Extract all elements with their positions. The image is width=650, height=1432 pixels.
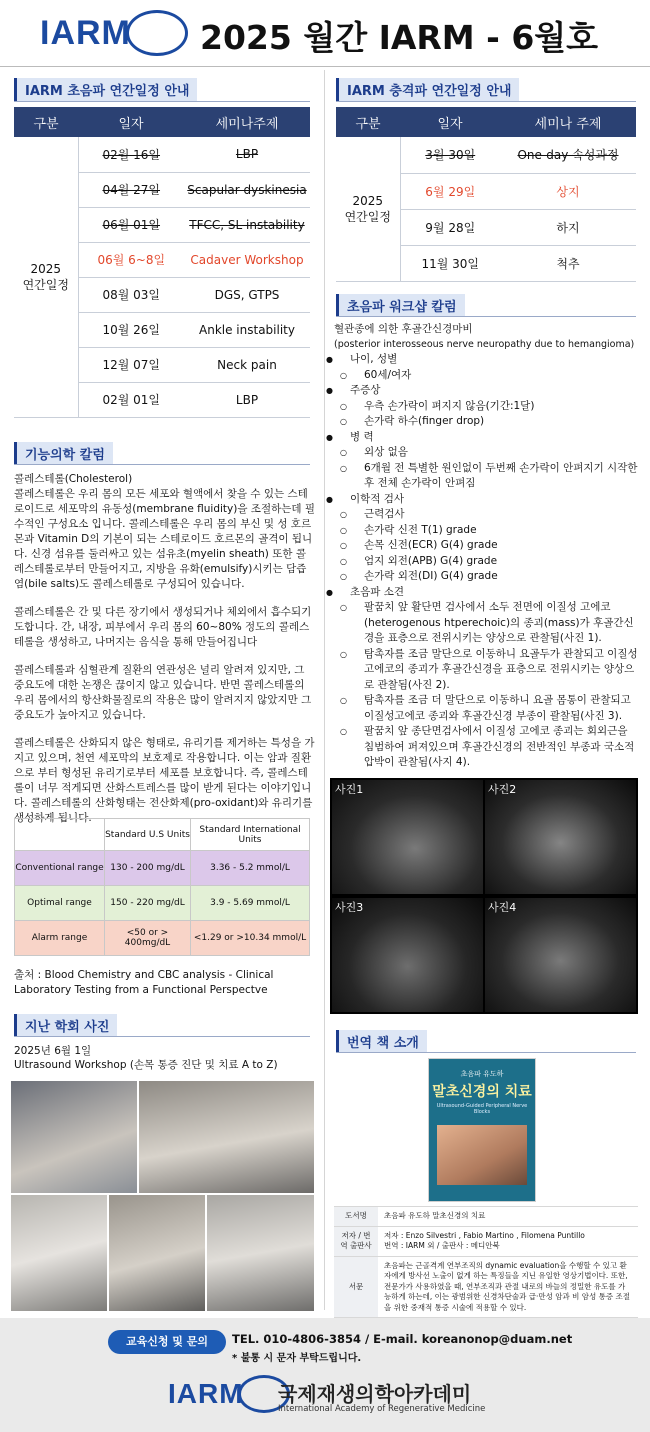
book-heading-wrap bbox=[336, 1030, 427, 1053]
iarm-logo: IARM bbox=[40, 14, 200, 54]
workshop-photo bbox=[108, 1194, 206, 1312]
schedule-date: 02월 01일 bbox=[78, 382, 184, 417]
table-cell: 3.36 - 5.2 mmol/L bbox=[191, 851, 310, 886]
schedule-topic: LBP bbox=[184, 382, 310, 417]
table-row bbox=[15, 886, 310, 921]
header bbox=[0, 0, 650, 66]
list-item: ○ 팔꿈치 앞 종단면검사에서 이질성 고에코 종괴는 회외근을 침범하여 퍼져있으며 후골간신경의 전반적인 부종과 국소적 압박이 관찰됨(사지 4). bbox=[340, 725, 635, 768]
case-title: 혈관종에 의한 후골간신경마비 bbox=[334, 323, 473, 335]
book-info-key: 서문 bbox=[334, 1256, 378, 1318]
case-findings-list bbox=[326, 352, 638, 771]
schedule-date: 10월 26일 bbox=[78, 312, 184, 347]
past-photos-heading: 지난 학회 사진 bbox=[14, 1014, 117, 1037]
schedule-topic: Scapular dyskinesia bbox=[184, 172, 310, 207]
book-heading: 번역 책 소개 bbox=[336, 1030, 427, 1053]
table-cell: <1.29 or >10.34 mmol/L bbox=[191, 921, 310, 956]
bullet-icon: ○ bbox=[340, 727, 347, 736]
ultrasound-images bbox=[330, 778, 638, 1014]
us-column-heading-wrap bbox=[336, 294, 465, 317]
group-label: 2025 연간일정 bbox=[336, 137, 400, 281]
schedule-topic: 척추 bbox=[500, 245, 636, 281]
list-item: ○ 손가락 하수(finger drop) bbox=[346, 414, 638, 430]
photo-label: 사진3 bbox=[335, 901, 364, 914]
list-item: ○ 손가락 외전(DI) G(4) grade bbox=[346, 569, 638, 585]
list-item: ○ 손가락 신전 T(1) grade bbox=[346, 523, 638, 539]
heading-rule bbox=[14, 101, 310, 102]
col-header: 일자 bbox=[400, 107, 500, 137]
ultrasound-schedule-heading: IARM 초음파 연간일정 안내 bbox=[14, 78, 197, 101]
book-info-value: 저자 : Enzo Silvestri , Fabio Martino , Filomena Puntillo 번역 : IARM 외 / 출판사 : 메디안북 bbox=[378, 1226, 638, 1256]
org-name-en: International Academy of Regenerative Medicine bbox=[278, 1404, 486, 1414]
workshop-photo bbox=[10, 1194, 108, 1312]
schedule-date: 6월 29일 bbox=[400, 173, 500, 209]
bullet-icon: ○ bbox=[340, 572, 347, 581]
schedule-topic: TFCC, SL instability bbox=[184, 207, 310, 242]
contact-info: TEL. 010-4806-3854 / E-mail. koreanonop@duam.net bbox=[232, 1332, 573, 1346]
list-item: ○ 외상 없음 bbox=[346, 445, 638, 461]
schedule-date: 12월 07일 bbox=[78, 347, 184, 382]
heading-rule bbox=[336, 316, 636, 317]
col-header: 일자 bbox=[78, 107, 184, 137]
bullet-icon: ● bbox=[326, 432, 333, 442]
table-cell: <50 or > 400mg/dL bbox=[105, 921, 191, 956]
bullet-icon: ○ bbox=[340, 417, 347, 426]
divider bbox=[0, 66, 650, 67]
list-item: ○ 팔꿈치 앞 활단면 검사에서 소두 전면에 이질성 고에코(heterogenous htperechoic)의 종괴(mass)가 후골간신경을 표층으로 전위시키는 양상으로 관찰됨(사진 1). bbox=[340, 601, 634, 644]
schedule-topic: Ankle instability bbox=[184, 312, 310, 347]
book-info-value: 초음파는 근골격계 연부조직의 dynamic evaluation을 수행할 수 있고 환자에게 방사선 노출이 없게 하는 특징들을 지닌 유일한 영상기법이다. 또한, 전문가가 사용하였을 때, 연부조직과 관절 내로의 바늘의 정밀한 유도를 가능하게 하는데, 이는 광범위한 신경차단술과 급·만성 암과 비 암성 통증 조절을 위한 중재적 통증 시술에 적용할 수 있다. bbox=[378, 1256, 638, 1318]
col-header: Standard International Units bbox=[191, 819, 310, 851]
bullet-icon: ● bbox=[326, 355, 333, 364]
col-header: Standard U.S Units bbox=[105, 819, 191, 851]
photo-label: 사진2 bbox=[488, 783, 517, 796]
table-cell: 150 - 220 mg/dL bbox=[105, 886, 191, 921]
ultrasound-photo-2 bbox=[485, 780, 636, 894]
bullet-icon: ○ bbox=[340, 401, 347, 411]
bullet-icon: ○ bbox=[340, 510, 347, 519]
list-item: ○ 엄지 외전(APB) G(4) grade bbox=[346, 554, 638, 570]
article-title: 콜레스테롤(Cholesterol) bbox=[14, 473, 133, 485]
workshop-photo-collage bbox=[10, 1080, 315, 1312]
table-row bbox=[336, 137, 636, 173]
bullet-icon: ● bbox=[326, 386, 333, 395]
workshop-photo bbox=[10, 1080, 138, 1194]
table-row bbox=[334, 1226, 638, 1256]
photo-date: 2025년 6월 1일 bbox=[14, 1045, 92, 1057]
case-subtitle: (posterior interosseous nerve neuropathy due to hemangioma) bbox=[334, 339, 635, 350]
table-cell: Alarm range bbox=[15, 921, 105, 956]
bullet-icon: ○ bbox=[340, 525, 347, 535]
heading-rule bbox=[14, 464, 310, 465]
footer bbox=[0, 1318, 650, 1432]
bullet-icon: ● bbox=[326, 587, 333, 597]
col-header: 구분 bbox=[14, 107, 78, 137]
list-item: ○ 6개월 전 특별한 원인없이 두번째 손가락이 안펴지기 시작한 후 전체 손가락이 안펴짐 bbox=[340, 461, 638, 489]
schedule-topic: Cadaver Workshop bbox=[184, 242, 310, 277]
schedule-date: 08월 03일 bbox=[78, 277, 184, 312]
book-info-key: 저자 / 번역 출판사 bbox=[334, 1226, 378, 1256]
list-item: ○ 손목 신전(ECR) G(4) grade bbox=[346, 538, 638, 554]
bullet-icon: ○ bbox=[340, 603, 347, 612]
schedule-topic: 상지 bbox=[500, 173, 636, 209]
photo-label: 사진4 bbox=[488, 901, 517, 914]
table-cell: 130 - 200 mg/dL bbox=[105, 851, 191, 886]
bullet-icon: ○ bbox=[340, 696, 347, 705]
list-item: ● 나이, 성별 bbox=[346, 352, 638, 368]
list-item: ○ 탐촉자를 조금 더 말단으로 이동하니 요골 몸통이 관찰되고 이질성고에코 종괴와 후골간신경 부종이 괄찰됨(사진 3). bbox=[340, 694, 631, 722]
table-row bbox=[14, 137, 310, 172]
group-label: 2025 연간일정 bbox=[14, 137, 78, 417]
bullet-icon: ○ bbox=[340, 370, 347, 380]
list-item: ● 이학적 검사 bbox=[346, 492, 638, 508]
heading-rule bbox=[336, 1052, 636, 1053]
page-title: 2025 월간 IARM - 6월호 bbox=[200, 18, 599, 57]
book-cover-title: 말초신경의 치료 bbox=[432, 1084, 532, 1100]
book-cover bbox=[428, 1058, 536, 1202]
schedule-date: 06월 6~8일 bbox=[78, 242, 184, 277]
bullet-icon: ○ bbox=[340, 463, 347, 473]
book-cover-subtitle: 초음파 유도하 bbox=[460, 1070, 504, 1078]
schedule-topic: LBP bbox=[184, 137, 310, 172]
table-cell: Optimal range bbox=[15, 886, 105, 921]
footer-logo: IARM bbox=[168, 1378, 244, 1410]
col-header bbox=[15, 819, 105, 851]
schedule-topic: 하지 bbox=[500, 209, 636, 245]
workshop-photo bbox=[206, 1194, 315, 1312]
book-info-table bbox=[334, 1206, 638, 1318]
workshop-photo bbox=[138, 1080, 315, 1194]
org-name-kr: 국제재생의학아카데미 bbox=[278, 1382, 472, 1406]
bullet-icon: ○ bbox=[340, 649, 347, 659]
shockwave-heading-wrap bbox=[336, 78, 519, 101]
source-note: 출처 : Blood Chemistry and CBC analysis - Clinical Laboratory Testing from a Functional Perspectve bbox=[14, 969, 274, 996]
list-item: ○ 우측 손가락이 펴지지 않음(기간:1달) bbox=[346, 399, 638, 415]
book-info-value: 초음파 유도하 말초신경의 치료 bbox=[378, 1207, 638, 1227]
schedule-date: 11월 30일 bbox=[400, 245, 500, 281]
table-row bbox=[334, 1207, 638, 1227]
schedule-date: 3월 30일 bbox=[400, 137, 500, 173]
cholesterol-table bbox=[14, 818, 310, 956]
col-header: 세미나주제 bbox=[184, 107, 310, 137]
table-row bbox=[15, 851, 310, 886]
table-cell: 3.9 - 5.69 mmol/L bbox=[191, 886, 310, 921]
col-header: 세미나 주제 bbox=[500, 107, 636, 137]
article-paragraph: 콜레스테롤은 우리 몸의 모든 세포와 혈액에서 찾을 수 있는 스테로이드로 세포막의 유동성(membrane fluidity)을 조절하는데 필수적인 구성요소 입니다. 콜레스테롤은 우리 몸의 부신 및 성 호르몬과 Vitamin D의 기본이 되는 스테로이드 호르몬의 골격이 됩니다. 신경 섬유를 둘러싸고 있는 섬유초(myelin sheath) 또한 콜레스테롤로부터 만들어지고, 지방을 유화(emulsify)시키는 담즙염(bile salts)도 콜레스테롤로 구성되어 있습니다. bbox=[14, 488, 316, 590]
article-paragraph: 콜레스테롤과 심혈관계 질환의 연관성은 널리 알려져 있지만, 그 중요도에 대한 논쟁은 끊이지 않고 있습니다. 반면 콜레스테롤의 우리 몸에서의 항산화물질로의 작용은 많이 알려지지 않았지만 그 중요도가 높아지고 있습니다. bbox=[14, 664, 312, 721]
contact-note: * 불통 시 문자 부탁드립니다. bbox=[232, 1353, 362, 1364]
schedule-topic: One-day 속성과정 bbox=[500, 137, 636, 173]
functional-heading-wrap bbox=[14, 442, 113, 465]
list-item: ○ 근력검사 bbox=[346, 507, 638, 523]
list-item: ● 초음파 소견 bbox=[346, 585, 638, 601]
heading-rule bbox=[336, 101, 636, 102]
table-row bbox=[334, 1256, 638, 1318]
bullet-icon: ○ bbox=[340, 541, 347, 550]
article-paragraph: 콜레스테롤은 산화되지 않은 형태로, 유리기를 제거하는 특성을 가지고 있으며, 천연 세포막의 보호제로 작용합니다. 이는 암과 질환으로 부터 형성된 유리기로부터 세포를 보호합니다. 즉, 콜레스테롤이 너무 적게되면 산화스트레스를 많이 받게 된다는 이야기입니다. 콜레스테롤의 산화형태는 전산화제(pro-oxidant)와 유리기를 생성하게 됩니다. bbox=[14, 737, 315, 824]
book-cover-image bbox=[437, 1125, 527, 1185]
schedule-date: 04월 27일 bbox=[78, 172, 184, 207]
table-row bbox=[15, 921, 310, 956]
heading-rule bbox=[14, 1036, 310, 1037]
table-cell: Conventional range bbox=[15, 851, 105, 886]
schedule-date: 06월 01일 bbox=[78, 207, 184, 242]
bullet-icon: ○ bbox=[340, 556, 347, 566]
photo-caption: Ultrasound Workshop (손목 통증 진단 및 치료 A to Z) bbox=[14, 1059, 278, 1071]
column-divider bbox=[324, 70, 325, 1310]
functional-article bbox=[14, 472, 316, 826]
ultrasound-photo-1 bbox=[332, 780, 483, 894]
logo-ring bbox=[126, 10, 188, 56]
functional-heading: 기능의학 칼럼 bbox=[14, 442, 113, 465]
schedule-date: 9월 28일 bbox=[400, 209, 500, 245]
book-info-key: 도서명 bbox=[334, 1207, 378, 1227]
bullet-icon: ○ bbox=[340, 448, 347, 457]
shockwave-heading: IARM 충격파 연간일정 안내 bbox=[336, 78, 519, 101]
list-item: ○ 60세/여자 bbox=[346, 368, 638, 384]
inquiry-badge: 교육신청 및 문의 bbox=[108, 1330, 226, 1354]
col-header: 구분 bbox=[336, 107, 400, 137]
us-column-heading: 초음파 워크샵 칼럼 bbox=[336, 294, 465, 317]
bullet-icon: ● bbox=[326, 494, 333, 504]
schedule-topic: Neck pain bbox=[184, 347, 310, 382]
ultrasound-photo-4 bbox=[485, 898, 636, 1012]
list-item: ○ 탐촉자를 조금 말단으로 이동하니 요골두가 관찰되고 이질성고에코의 종괴가 후골간신경을 표층으로 전위시키는 양상으로 관찰됨(사진 2). bbox=[340, 647, 638, 691]
article-paragraph: 콜레스테롤은 간 및 다른 장기에서 생성되거나 체외에서 흡수되기도합니다. 간, 내장, 피부에서 우리 몸의 60~80% 정도의 콜레스테롤을 생성하고, 나머지는 음식을 통해 만들어집니다 bbox=[14, 606, 312, 648]
book-cover-en: Ultrasound-Guided Peripheral Nerve Blocks bbox=[436, 1103, 528, 1115]
ultrasound-schedule-heading-wrap bbox=[14, 78, 197, 101]
us-case-article bbox=[326, 322, 638, 771]
shockwave-schedule-table bbox=[336, 107, 636, 282]
list-item: ● 주증상 bbox=[346, 383, 638, 399]
photo-label: 사진1 bbox=[335, 783, 364, 796]
ultrasound-schedule-table bbox=[14, 107, 310, 418]
schedule-topic: DGS, GTPS bbox=[184, 277, 310, 312]
list-item: ● 병 력 bbox=[346, 430, 638, 446]
past-photos-heading-wrap bbox=[14, 1014, 117, 1037]
schedule-date: 02월 16일 bbox=[78, 137, 184, 172]
ultrasound-photo-3 bbox=[332, 898, 483, 1012]
